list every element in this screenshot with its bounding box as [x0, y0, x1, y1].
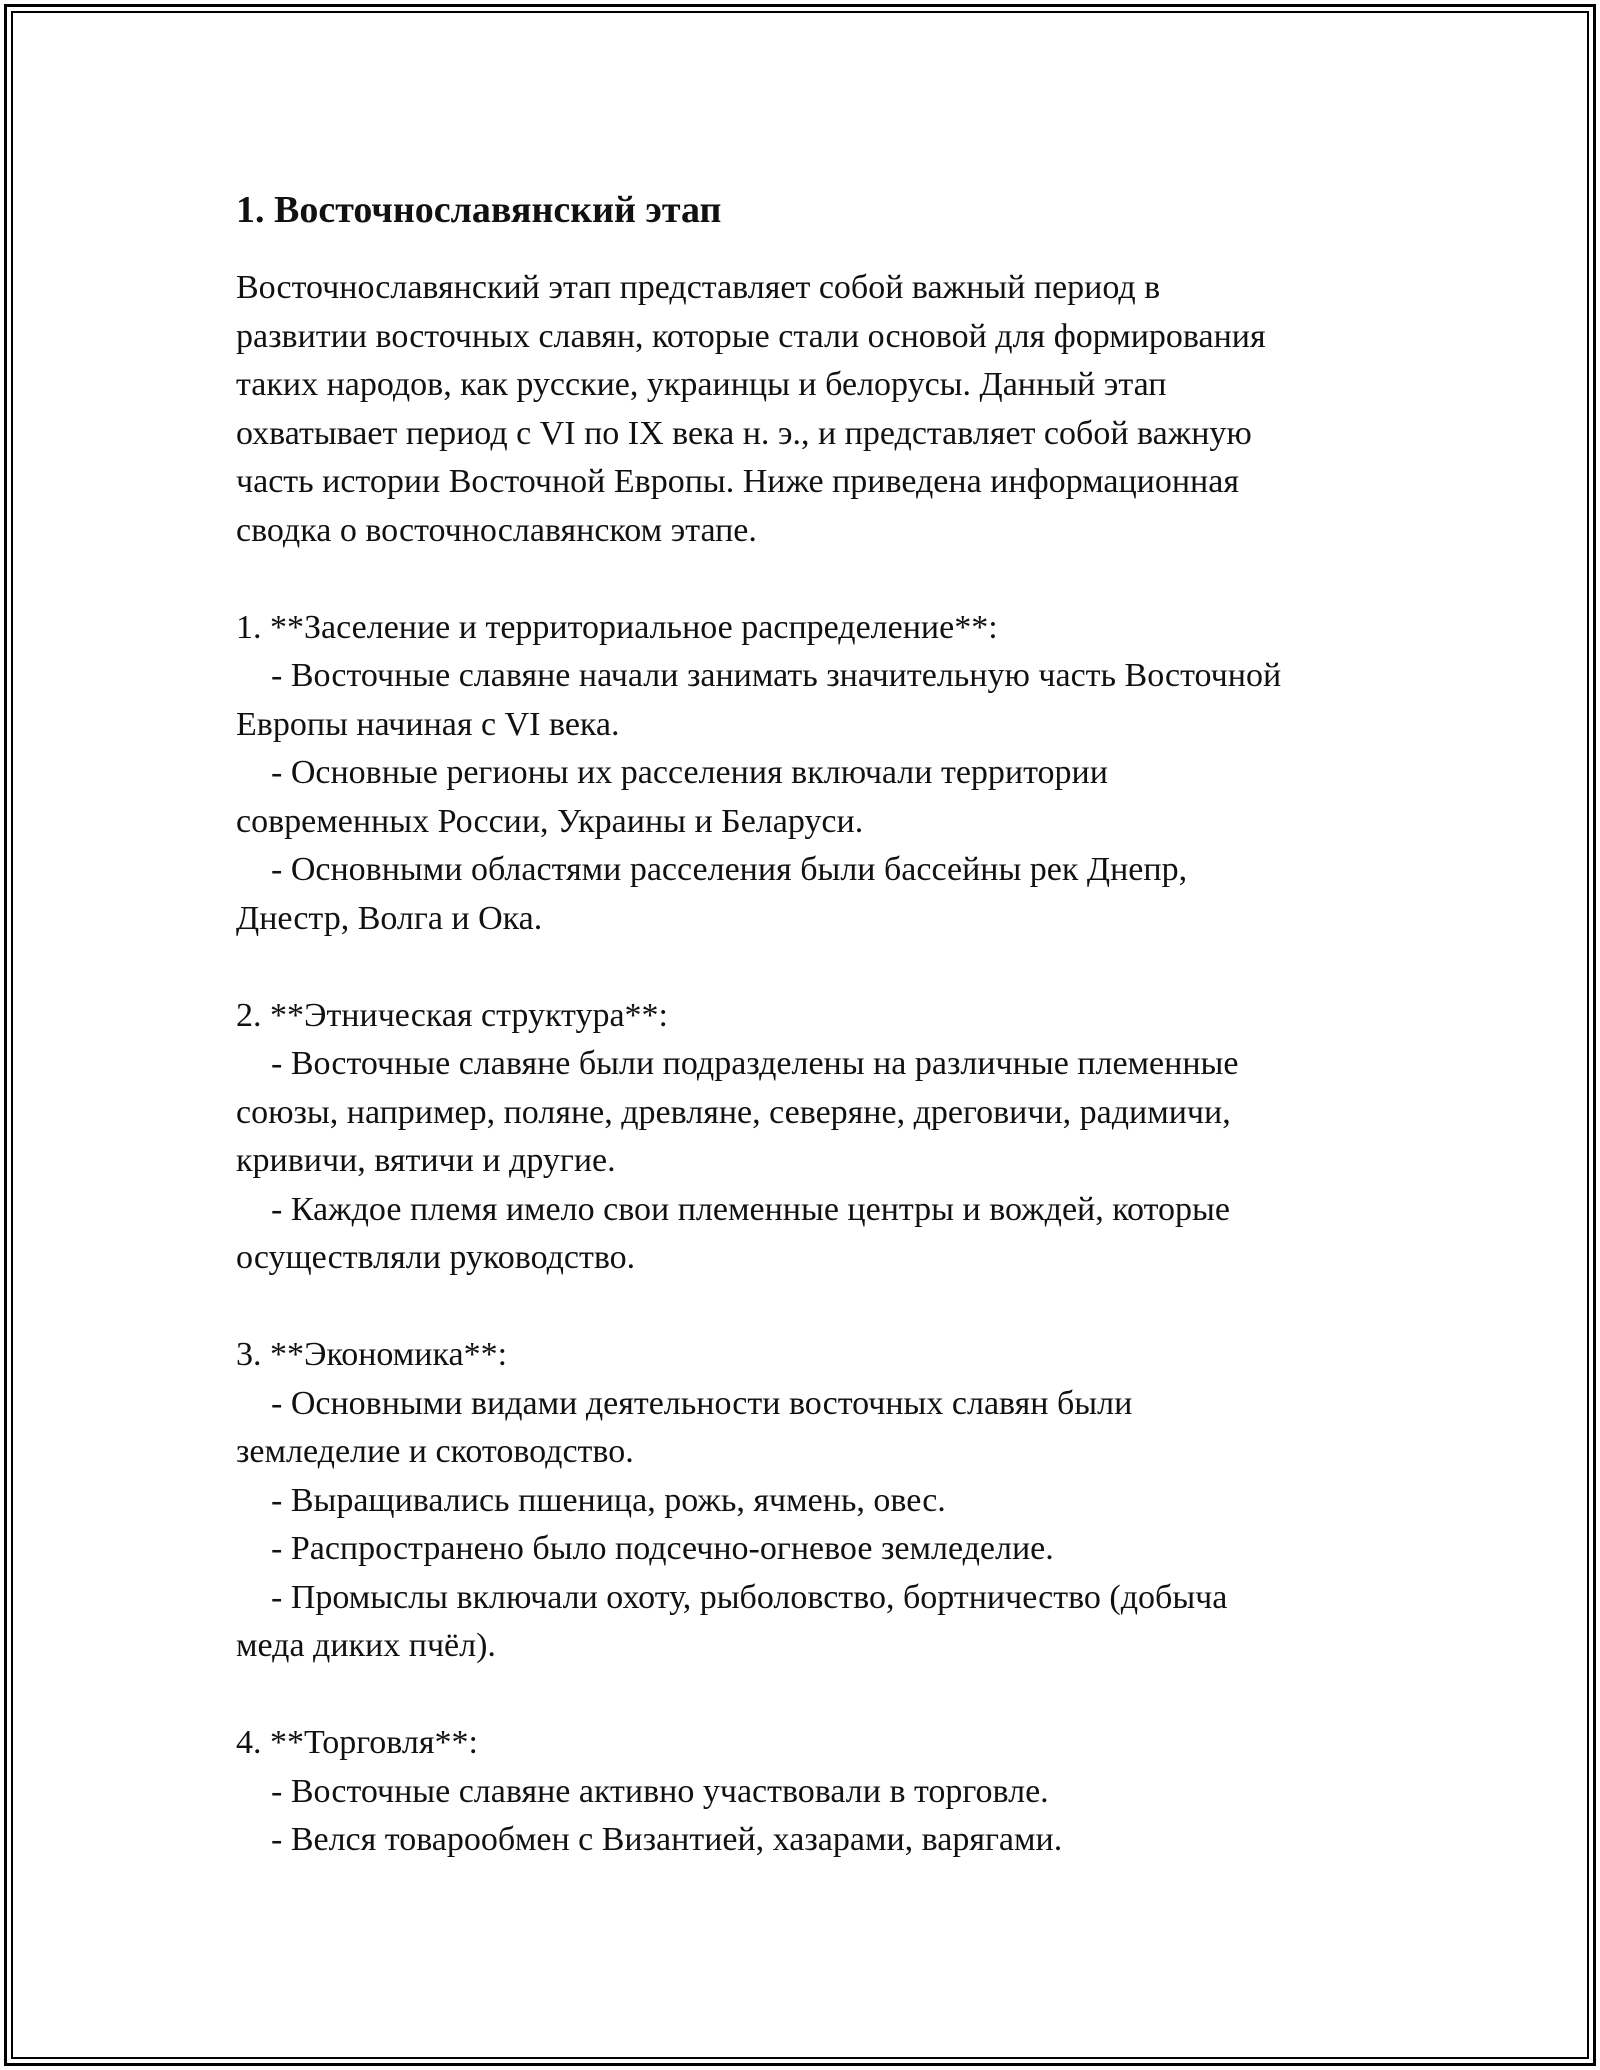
continuation-line: Европы начиная с VI века.: [236, 705, 620, 743]
intro-line: развитии восточных славян, которые стали основой для формирования: [236, 317, 1266, 355]
document-heading: 1. Восточнославянский этап: [236, 189, 722, 231]
section-title: 3. **Экономика**:: [236, 1336, 508, 1373]
continuation-line: земледелие и скотоводство.: [236, 1433, 634, 1470]
bullet-line: - Распространено было подсечно-огневое земледелие.: [271, 1530, 1054, 1567]
bullet-line: - Основными областями расселения были бассейны рек Днепр,: [271, 851, 1188, 888]
bullet-line: - Основными видами деятельности восточных славян были: [271, 1384, 1133, 1422]
continuation-line: современных России, Украины и Беларуси.: [236, 802, 864, 840]
section-title: 4. **Торговля**:: [236, 1724, 478, 1761]
continuation-line: союзы, например, поляне, древляне, северяне, дреговичи, радимичи,: [236, 1093, 1231, 1131]
intro-line: Восточнославянский этап представляет собой важный период в: [236, 269, 1161, 306]
section-title: 1. **Заселение и территориальное распределение**:: [236, 608, 998, 646]
continuation-line: меда диких пчёл).: [236, 1627, 496, 1664]
section-2: [236, 992, 1396, 1283]
bullet-line: - Велся товарообмен с Византией, хазарами, варягами.: [271, 1821, 1063, 1858]
section-4: [236, 1719, 1396, 1865]
intro-line: таких народов, как русские, украинцы и белорусы. Данный этап: [236, 366, 1167, 403]
document-body: [236, 186, 1396, 1865]
bullet-line: - Каждое племя имело свои племенные центры и вождей, которые: [271, 1190, 1230, 1228]
intro-paragraph: [236, 264, 1396, 555]
intro-line: охватывает период с VI по IX века н. э., и представляет собой важную: [236, 414, 1252, 452]
intro-line: сводка о восточнославянском этапе.: [236, 511, 757, 549]
bullet-line: - Выращивались пшеница, рожь, ячмень, овес.: [271, 1481, 946, 1519]
continuation-line: осуществляли руководство.: [236, 1239, 636, 1276]
bullet-line: - Восточные славяне активно участвовали в торговле.: [271, 1772, 1049, 1810]
bullet-line: - Основные регионы их расселения включали территории: [271, 754, 1108, 791]
continuation-line: Днестр, Волга и Ока.: [236, 899, 543, 937]
section-list: [236, 604, 1396, 1865]
bullet-line: - Восточные славяне начали занимать значительную часть Восточной: [271, 657, 1282, 694]
bullet-line: - Промыслы включали охоту, рыболовство, бортничество (добыча: [271, 1578, 1228, 1616]
intro-line: часть истории Восточной Европы. Ниже приведена информационная: [236, 463, 1239, 500]
continuation-line: кривичи, вятичи и другие.: [236, 1142, 616, 1179]
section-title: 2. **Этническая структура**:: [236, 996, 668, 1034]
bullet-line: - Восточные славяне были подразделены на различные племенные: [271, 1045, 1239, 1082]
section-3: [236, 1331, 1396, 1671]
section-1: [236, 604, 1396, 944]
